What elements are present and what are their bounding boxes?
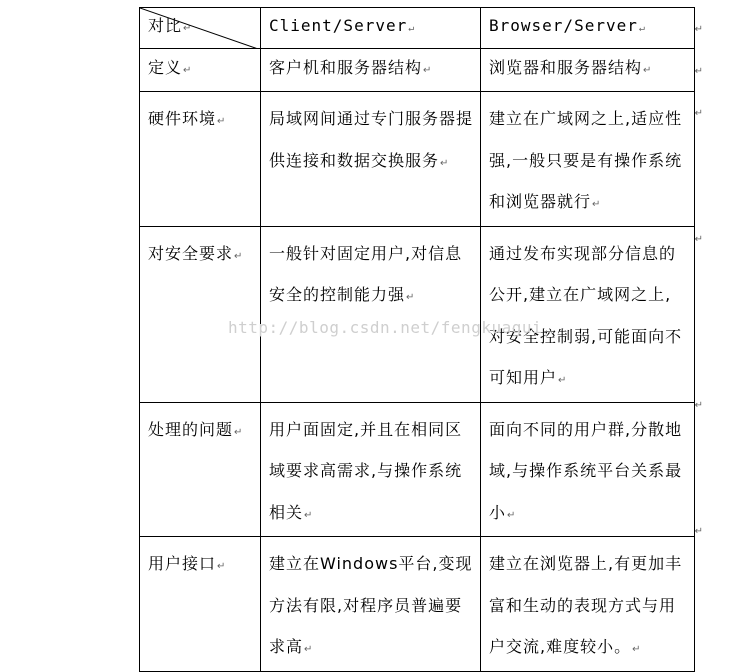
browser-server-cell [481, 49, 695, 92]
paragraph-mark-icon: ↵ [632, 644, 641, 655]
comparison-table [139, 7, 695, 672]
paragraph-mark-icon: ↵ [304, 509, 313, 521]
client-server-cell [261, 92, 481, 227]
row-label-text: 硬件环境 [148, 109, 217, 128]
browser-server-text: 建立在广域网之上,适应性强,一般只要是有操作系统和浏览器就行 [489, 109, 683, 211]
paragraph-mark-icon: ↵ [638, 23, 645, 34]
paragraph-mark-icon: ↵ [694, 108, 703, 119]
paragraph-mark-icon: ↵ [694, 234, 703, 245]
browser-server-text: 建立在浏览器上,有更加丰富和生动的表现方式与用户交流,难度较小。 [489, 554, 683, 656]
paragraph-mark-icon: ↵ [217, 116, 226, 127]
row-label [140, 49, 261, 92]
corner-header-cell [140, 8, 261, 49]
table-row [140, 92, 695, 227]
browser-server-text: 通过发布实现部分信息的公开,建立在广域网之上,对安全控制弱,可能面向不可知用户 [489, 243, 683, 387]
corner-label: 对比 [148, 16, 183, 35]
paragraph-mark-icon: ↵ [558, 375, 567, 386]
table-row [140, 226, 695, 402]
paragraph-mark-icon: ↵ [183, 65, 192, 76]
row-label-text: 处理的问题 [148, 419, 234, 439]
browser-server-text: 浏览器和服务器结构 [489, 58, 643, 77]
watermark: http://blog.csdn.net/fengkuagui [228, 318, 543, 337]
browser-server-cell [481, 402, 695, 537]
table-row [140, 49, 695, 92]
browser-server-cell [481, 226, 695, 402]
row-label-text: 对安全要求 [148, 243, 234, 263]
row-label [140, 92, 261, 227]
browser-server-text: 面向不同的用户群,分散地域,与操作系统平台关系最小 [489, 419, 683, 522]
paragraph-mark-icon: ↵ [183, 23, 192, 34]
row-label-text: 定义 [148, 58, 183, 77]
browser-server-cell [481, 92, 695, 227]
header-client-server-label: Client/Server [269, 16, 408, 35]
header-row [140, 8, 695, 49]
client-server-text: 一般针对固定用户,对信息安全的控制能力强 [269, 243, 463, 304]
client-server-cell [261, 226, 481, 402]
paragraph-mark-icon: ↵ [304, 644, 313, 655]
paragraph-mark-icon: ↵ [694, 66, 703, 77]
paragraph-mark-icon: ↵ [694, 24, 703, 35]
header-client-server [261, 8, 481, 49]
paragraph-mark-icon: ↵ [217, 561, 226, 572]
header-browser-server-label: Browser/Server [489, 16, 638, 35]
paragraph-mark-icon: ↵ [234, 426, 243, 438]
paragraph-mark-icon: ↵ [406, 292, 415, 303]
paragraph-mark-icon: ↵ [507, 509, 516, 521]
browser-server-cell [481, 537, 695, 672]
row-label [140, 226, 261, 402]
paragraph-mark-icon: ↵ [592, 199, 601, 210]
diagonal-line [140, 8, 261, 49]
row-label [140, 537, 261, 672]
client-server-text: 局域网间通过专门服务器提供连接和数据交换服务 [269, 109, 474, 170]
client-server-cell [261, 537, 481, 672]
paragraph-mark-icon: ↵ [423, 65, 432, 76]
table-row [140, 402, 695, 537]
paragraph-mark-icon: ↵ [440, 157, 449, 169]
client-server-text: 建立在Windows平台,变现方法有限,对程序员普遍要求高 [269, 554, 473, 656]
paragraph-mark-icon: ↵ [408, 23, 415, 34]
client-server-cell [261, 402, 481, 537]
paragraph-mark-icon: ↵ [234, 250, 243, 262]
header-browser-server [481, 8, 695, 49]
client-server-text: 客户机和服务器结构 [269, 58, 423, 77]
paragraph-mark-icon: ↵ [694, 526, 703, 537]
table-row [140, 537, 695, 672]
row-label [140, 402, 261, 537]
client-server-text: 用户面固定,并且在相同区域要求高需求,与操作系统相关 [269, 419, 463, 522]
paragraph-mark-icon: ↵ [694, 400, 703, 411]
paragraph-mark-icon: ↵ [643, 65, 652, 76]
row-label-text: 用户接口 [148, 554, 217, 573]
client-server-cell [261, 49, 481, 92]
